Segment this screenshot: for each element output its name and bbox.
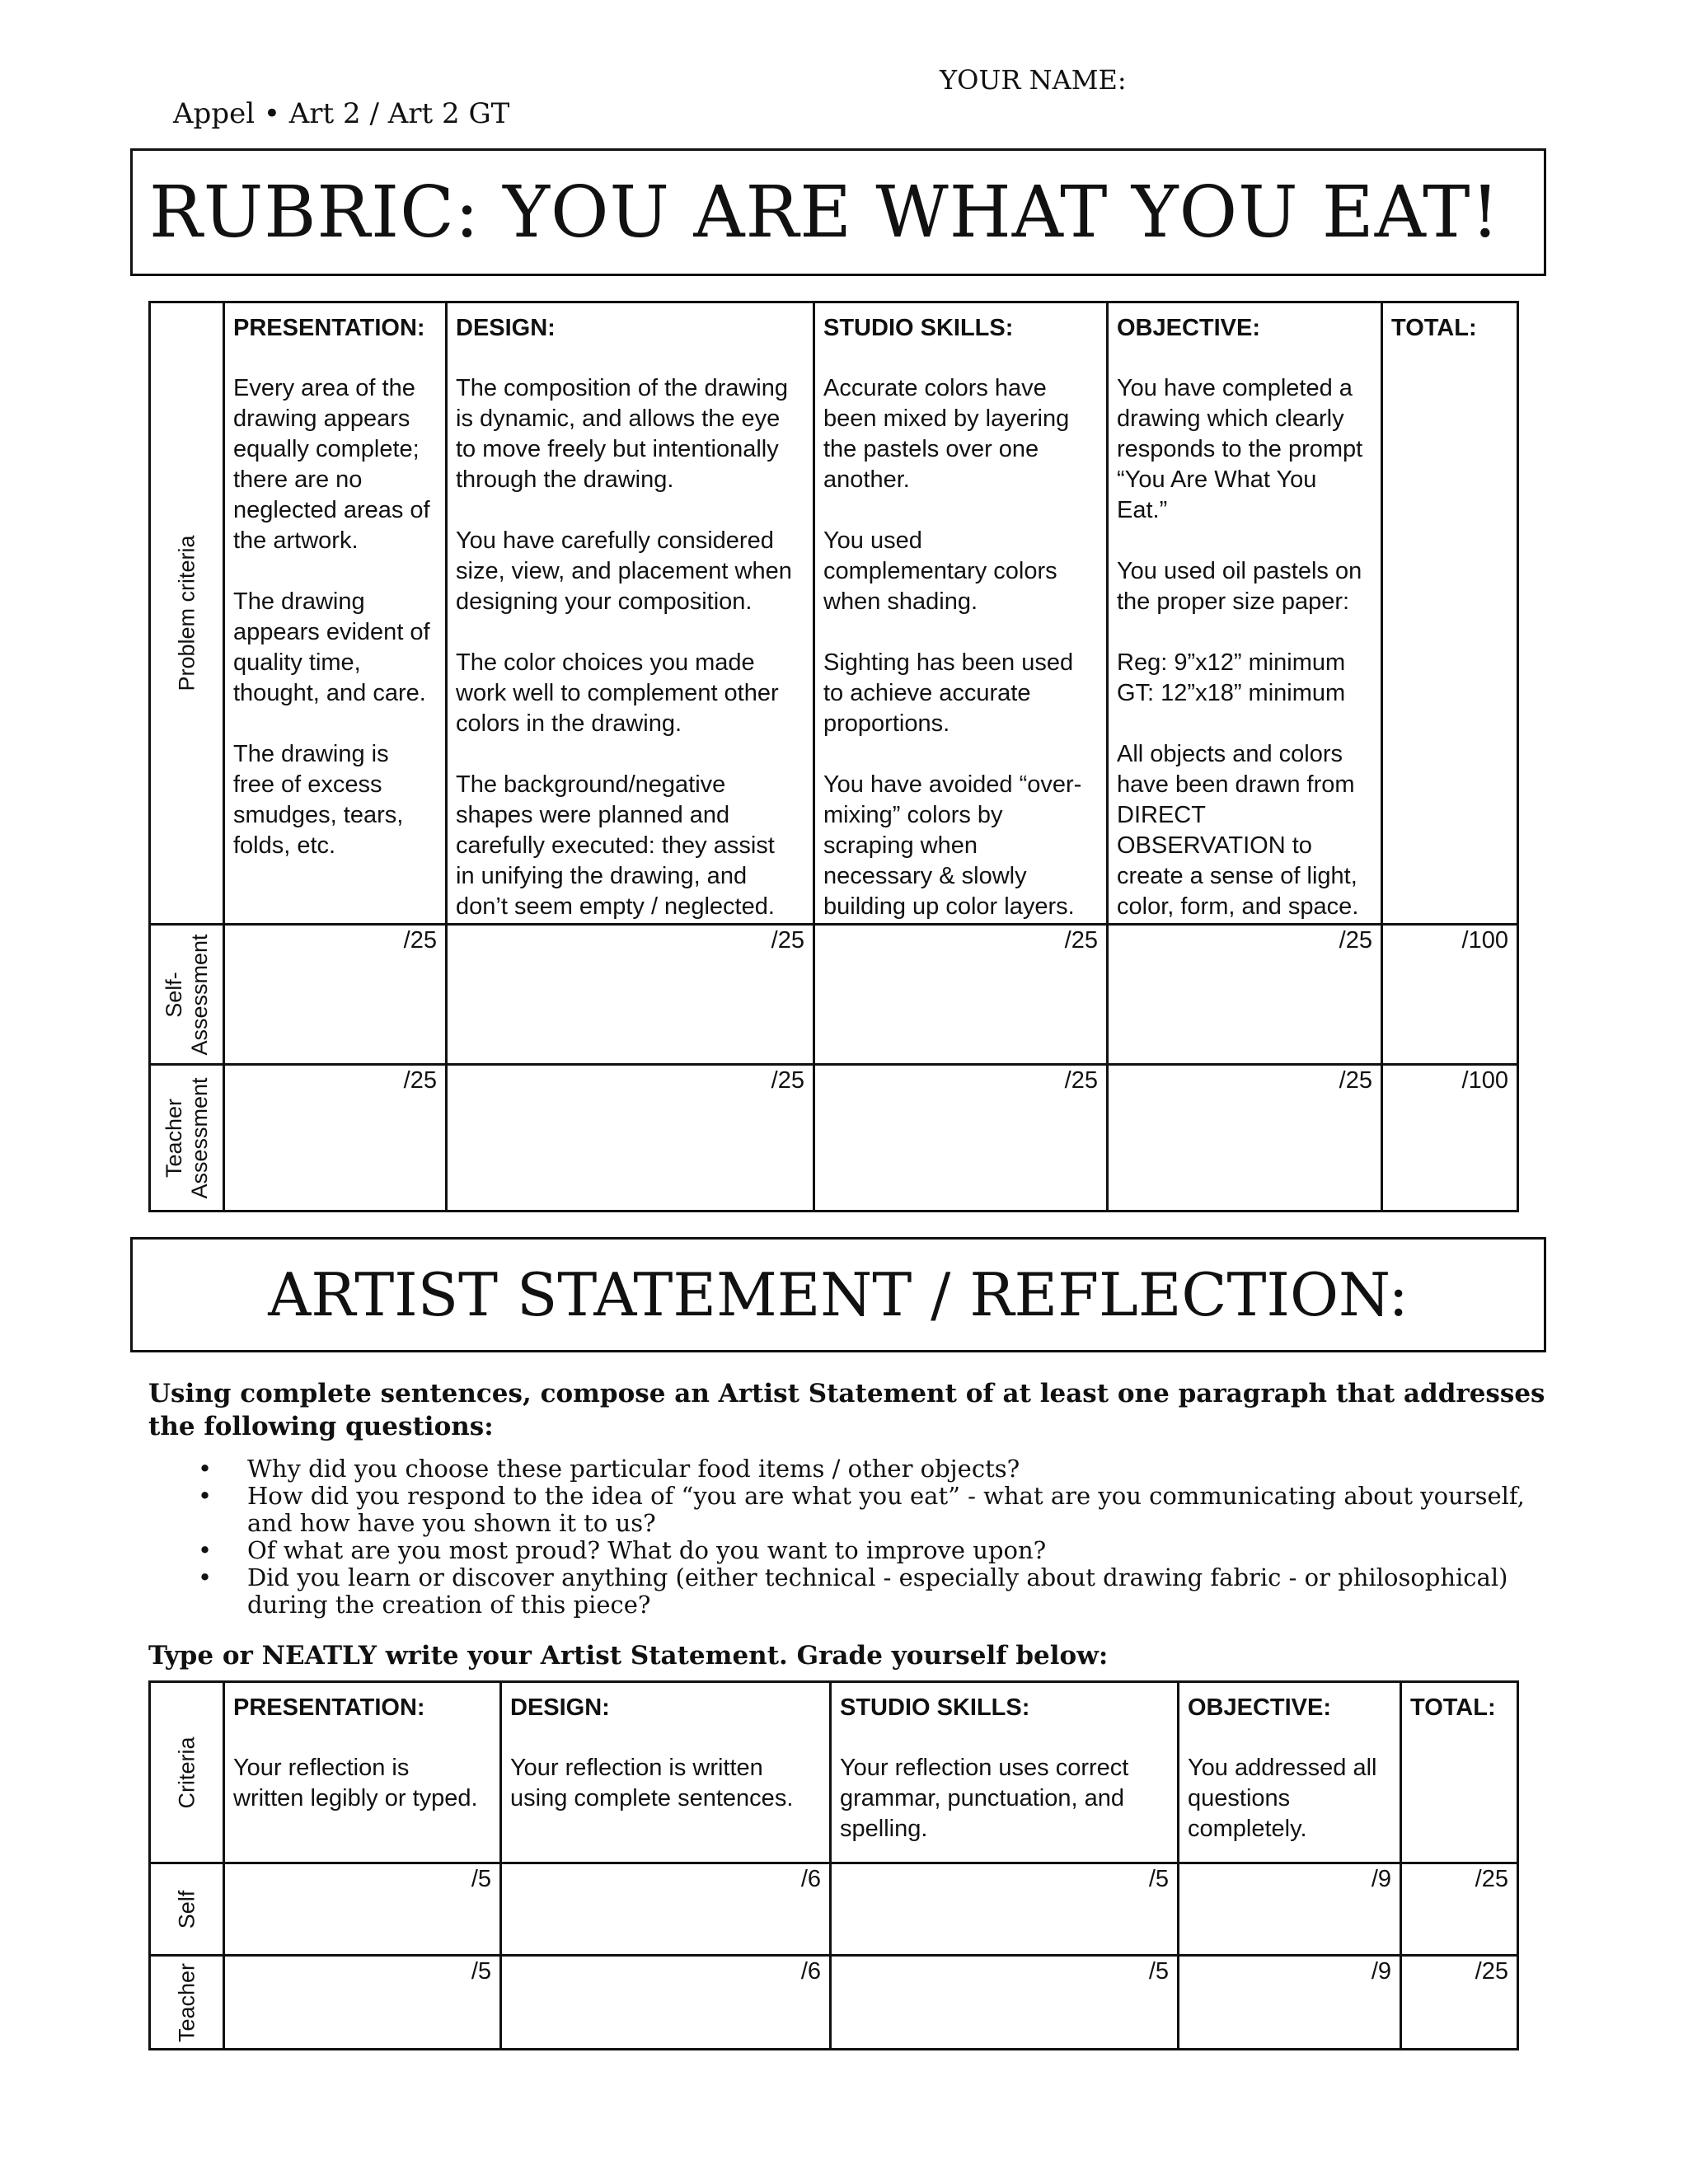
rubric-title-box: [130, 148, 1546, 276]
criterion: Sighting has been used to achieve accurate proportions.: [823, 649, 1074, 737]
teacher-score-total[interactable]: /100: [1382, 1065, 1518, 1212]
criterion: Every area of the drawing appears equally complete; there are no neglected areas of the artwork.: [233, 375, 430, 554]
row-label-criteria: Criteria: [150, 1682, 224, 1863]
criteria-studio-skills: [814, 302, 1108, 925]
reflection-objective: [1179, 1682, 1401, 1863]
criterion: Your reflection uses correct grammar, punctuation, and spelling.: [840, 1755, 1129, 1842]
row-label-problem-criteria: Problem criteria: [150, 302, 224, 925]
criteria-total: [1382, 302, 1518, 925]
criterion: The composition of the drawing is dynamic, and allows the eye to move freely but intentionally through the drawing.: [456, 375, 788, 493]
rubric-table: [148, 301, 1519, 1212]
statement-title: ARTIST STATEMENT / REFLECTION:: [268, 1260, 1409, 1329]
self-score-studio-skills[interactable]: /25: [814, 925, 1108, 1065]
self-score-presentation[interactable]: /25: [224, 925, 447, 1065]
reflection-table: [148, 1680, 1519, 2050]
statement-title-box: [130, 1237, 1546, 1352]
reflection-total: [1401, 1682, 1518, 1863]
self-score-total[interactable]: /100: [1382, 925, 1518, 1065]
row-label-self-assessment: Self- Assessment: [150, 925, 224, 1065]
bullet: •: [198, 1536, 213, 1564]
column-heading: DESIGN:: [510, 1694, 610, 1721]
teacher-score-design[interactable]: /6: [501, 1956, 831, 2050]
criterion: Accurate colors have been mixed by layering the pastels over one another.: [823, 375, 1070, 493]
criterion: You have completed a drawing which clearly responds to the prompt “You Are What You Eat.”: [1117, 375, 1363, 523]
criterion: The drawing appears evident of quality time, thought, and care.: [233, 588, 430, 706]
criterion: You have carefully considered size, view, and placement when designing your composition.: [456, 527, 792, 615]
column-heading: OBJECTIVE:: [1188, 1694, 1332, 1721]
criterion: The color choices you made work well to complement other colors in the drawing.: [456, 649, 779, 737]
your-name-label: YOUR NAME:: [940, 64, 1127, 96]
self-score-presentation[interactable]: /5: [224, 1863, 501, 1956]
row-label-self: Self: [150, 1863, 224, 1956]
row-label-teacher-assessment: Teacher Assessment: [150, 1065, 224, 1212]
criteria-presentation: [224, 302, 447, 925]
teacher-score-objective[interactable]: /25: [1108, 1065, 1382, 1212]
self-score-design[interactable]: /25: [447, 925, 814, 1065]
teacher-score-objective[interactable]: /9: [1179, 1956, 1401, 2050]
bullet: •: [198, 1455, 213, 1483]
row-label-teacher: Teacher: [150, 1956, 224, 2050]
self-score-objective[interactable]: /25: [1108, 925, 1382, 1065]
column-heading: OBJECTIVE:: [1117, 315, 1261, 341]
question-text: How did you respond to the idea of “you are what you eat” - what are you communicating about yourself, and how have you shown it to us?: [247, 1482, 1525, 1537]
course-label: Appel • Art 2 / Art 2 GT: [173, 97, 510, 130]
reflection-studio-skills: [831, 1682, 1179, 1863]
criterion: The background/negative shapes were planned and carefully executed: they assist in unifying the drawing, and don’t seem empty / neglected.: [456, 771, 775, 920]
self-score-total[interactable]: /25: [1401, 1863, 1518, 1956]
teacher-score-presentation[interactable]: /25: [224, 1065, 447, 1212]
column-heading: STUDIO SKILLS:: [840, 1694, 1030, 1721]
list-item: [198, 1455, 1550, 1483]
type-instruction: Type or NEATLY write your Artist Statement. Grade yourself below:: [148, 1641, 1109, 1671]
rubric-title: RUBRIC: YOU ARE WHAT YOU EAT!: [149, 171, 1501, 254]
bullet: •: [198, 1482, 213, 1510]
list-item: [198, 1483, 1550, 1537]
criterion: Your reflection is written using complete sentences.: [510, 1755, 794, 1811]
reflection-design: [501, 1682, 831, 1863]
criteria-design: [447, 302, 814, 925]
column-heading: PRESENTATION:: [233, 315, 425, 341]
criterion: You used complementary colors when shading.: [823, 527, 1057, 615]
bullet: •: [198, 1563, 213, 1591]
criterion: Reg: 9”x12” minimum GT: 12”x18” minimum: [1117, 649, 1346, 706]
question-text: Of what are you most proud? What do you want to improve upon?: [247, 1536, 1047, 1564]
criterion: Your reflection is written legibly or typed.: [233, 1755, 478, 1811]
criterion: The drawing is free of excess smudges, tears, folds, etc.: [233, 741, 404, 859]
column-heading: DESIGN:: [456, 315, 556, 341]
column-heading: TOTAL:: [1391, 315, 1477, 341]
teacher-score-total[interactable]: /25: [1401, 1956, 1518, 2050]
teacher-score-studio-skills[interactable]: /5: [831, 1956, 1179, 2050]
teacher-score-studio-skills[interactable]: /25: [814, 1065, 1108, 1212]
self-score-design[interactable]: /6: [501, 1863, 831, 1956]
teacher-score-design[interactable]: /25: [447, 1065, 814, 1212]
criterion: You used oil pastels on the proper size paper:: [1117, 558, 1362, 615]
criteria-objective: [1108, 302, 1382, 925]
criterion: You addressed all questions completely.: [1188, 1755, 1377, 1842]
question-list: [198, 1455, 1550, 1619]
criterion: All objects and colors have been drawn from DIRECT OBSERVATION to create a sense of light, color, form, and space.: [1117, 741, 1359, 920]
column-heading: TOTAL:: [1410, 1694, 1496, 1721]
column-heading: PRESENTATION:: [233, 1694, 425, 1721]
teacher-score-presentation[interactable]: /5: [224, 1956, 501, 2050]
instructions: Using complete sentences, compose an Artist Statement of at least one paragraph that addresses the following questions:: [148, 1379, 1545, 1441]
self-score-studio-skills[interactable]: /5: [831, 1863, 1179, 1956]
list-item: [198, 1537, 1550, 1564]
column-heading: STUDIO SKILLS:: [823, 315, 1014, 341]
list-item: [198, 1564, 1550, 1619]
self-score-objective[interactable]: /9: [1179, 1863, 1401, 1956]
question-text: Did you learn or discover anything (either technical - especially about drawing fabric - or philosophical) during the creation of this piece?: [247, 1563, 1508, 1619]
criterion: You have avoided “over- mixing” colors by scraping when necessary & slowly building up color layers.: [823, 771, 1082, 920]
question-text: Why did you choose these particular food items / other objects?: [247, 1455, 1020, 1483]
reflection-presentation: [224, 1682, 501, 1863]
